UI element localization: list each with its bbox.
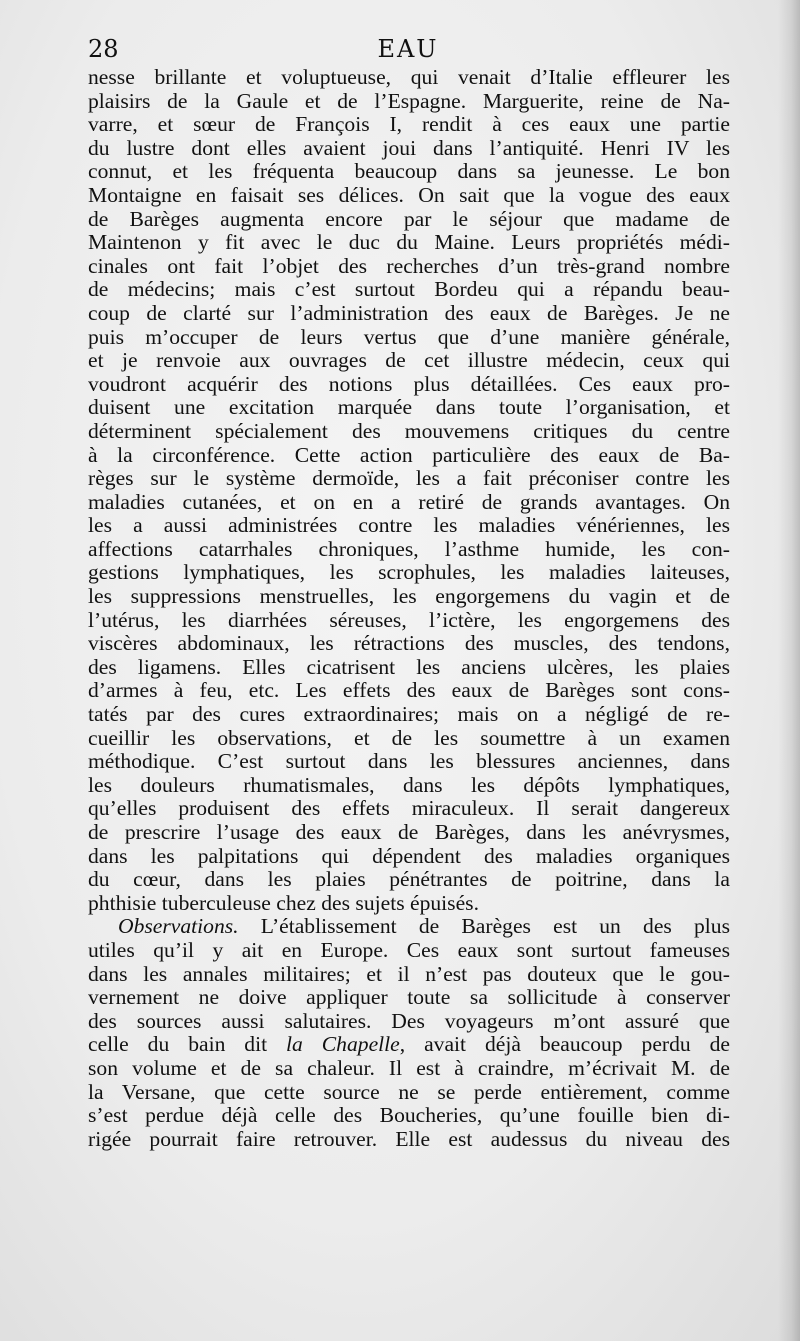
text-line: maladies cutanées, et on en a retiré de grands avantages. On bbox=[88, 489, 730, 514]
text-line: d’armes à feu, etc. Les effets des eaux de Barèges sont cons- bbox=[88, 678, 730, 703]
text-line: des sources aussi salutaires. Des voyageurs m’ont assuré que bbox=[88, 1008, 730, 1033]
text-line: du lustre dont elles avaient joui dans l’antiquité. Henri IV les bbox=[88, 135, 730, 160]
paragraph-baregès-history bbox=[88, 66, 730, 915]
text-line: cinales ont fait l’objet des recherches d’un très-grand nombre bbox=[88, 253, 730, 278]
text-line: de Barèges augmenta encore par le séjour que madame de bbox=[88, 206, 730, 231]
text-line: les suppressions menstruelles, les engorgemens du vagin et de bbox=[88, 584, 730, 609]
text-line: règes sur le système dermoïde, les a fait préconiser contre les bbox=[88, 466, 730, 491]
text-line: phthisie tuberculeuse chez des sujets épuisés. bbox=[88, 890, 479, 915]
text-line: plaisirs de la Gaule et de l’Espagne. Marguerite, reine de Na- bbox=[88, 88, 730, 113]
text-line: vernement ne doive appliquer toute sa sollicitude à conserver bbox=[88, 985, 730, 1010]
running-head: EAU bbox=[377, 35, 439, 63]
text-line: nesse brillante et voluptueuse, qui venait d’Italie effleurer les bbox=[88, 65, 730, 89]
chapelle-name: la Chapelle bbox=[286, 1032, 400, 1057]
text-line: Maintenon y fit avec le duc du Maine. Leurs propriétés médi- bbox=[88, 230, 730, 255]
text-line: viscères abdominaux, les rétractions des muscles, des tendons, bbox=[88, 631, 730, 656]
chapelle-post: , avait déjà beaucoup perdu de bbox=[399, 1032, 730, 1057]
book-gutter-shadow bbox=[778, 0, 800, 1341]
chapelle-pre: celle du bain dit bbox=[88, 1032, 268, 1057]
text-line bbox=[88, 915, 730, 939]
text-line: rigée pourrait faire retrouver. Elle est audessus du niveau des bbox=[88, 1126, 730, 1151]
text-line: coup de clarté sur l’administration des eaux de Barèges. Je ne bbox=[88, 300, 730, 325]
text-line: s’est perdue déjà celle des Boucheries, qu’une fouille bien di- bbox=[88, 1103, 730, 1128]
text-line: du cœur, dans les plaies pénétrantes de poitrine, dans la bbox=[88, 867, 730, 892]
text-line: à la circonférence. Cette action particulière des eaux de Ba- bbox=[88, 442, 730, 467]
body-text bbox=[88, 66, 730, 1151]
text-line: la Versane, que cette source ne se perde entièrement, comme bbox=[88, 1079, 730, 1104]
text-line: de prescrire l’usage des eaux de Barèges, dans les anévrysmes, bbox=[88, 820, 730, 844]
text-line: l’utérus, les diarrhées séreuses, l’ictère, les engorgemens des bbox=[88, 607, 730, 632]
text-line: puis m’occuper de leurs vertus que d’une manière générale, bbox=[88, 324, 730, 349]
text-line: dans les annales militaires; et il n’est pas douteux que le gou- bbox=[88, 961, 730, 986]
text-line: Montaigne en faisait ses délices. On sait que la vogue des eaux bbox=[88, 182, 730, 207]
text-line: varre, et sœur de François I, rendit à ces eaux une partie bbox=[88, 112, 730, 137]
text-line: cueillir les observations, et de les soumettre à un examen bbox=[88, 725, 730, 750]
text-line: méthodique. C’est surtout dans les blessures anciennes, dans bbox=[88, 749, 730, 774]
paragraph-observations bbox=[88, 915, 730, 1151]
text-line: duisent une excitation marquée dans toute l’organisation, et bbox=[88, 395, 730, 420]
text-line: qu’elles produisent des effets miraculeux. Il serait dangereux bbox=[88, 796, 730, 821]
text-line: tatés par des cures extraordinaires; mais on a négligé de re- bbox=[88, 702, 730, 727]
text-line: dans les palpitations qui dépendent des maladies organiques bbox=[88, 843, 730, 868]
text-line: utiles qu’il y ait en Europe. Ces eaux sont surtout fameuses bbox=[88, 937, 730, 962]
text-line: les a aussi administrées contre les maladies vénériennes, les bbox=[88, 513, 730, 538]
text-line: voudront acquérir des notions plus détaillées. Ces eaux pro- bbox=[88, 371, 730, 396]
observations-first-line: L’établissement de Barèges est un des plus bbox=[260, 914, 730, 939]
observations-label: Observations. bbox=[118, 914, 239, 939]
text-line: et je renvoie aux ouvrages de cet illustre médecin, ceux qui bbox=[88, 348, 730, 373]
text-line: les douleurs rhumatismales, dans les dépôts lymphatiques, bbox=[88, 772, 730, 797]
page-number: 28 bbox=[88, 35, 119, 63]
text-line: gestions lymphatiques, les scrophules, les maladies laiteuses, bbox=[88, 560, 730, 585]
text-line: son volume et de sa chaleur. Il est à craindre, m’écrivait M. de bbox=[88, 1055, 730, 1080]
text-line: de médecins; mais c’est surtout Bordeu qui a répandu beau- bbox=[88, 277, 730, 302]
text-line bbox=[88, 1033, 730, 1057]
text-line: des ligamens. Elles cicatrisent les anciens ulcères, les plaies bbox=[88, 654, 730, 679]
text-line: connut, et les fréquenta beaucoup dans sa jeunesse. Le bon bbox=[88, 159, 730, 184]
text-line: déterminent spécialement des mouvemens critiques du centre bbox=[88, 418, 730, 443]
page-header bbox=[88, 34, 728, 64]
text-line: affections catarrhales chroniques, l’asthme humide, les con- bbox=[88, 536, 730, 561]
